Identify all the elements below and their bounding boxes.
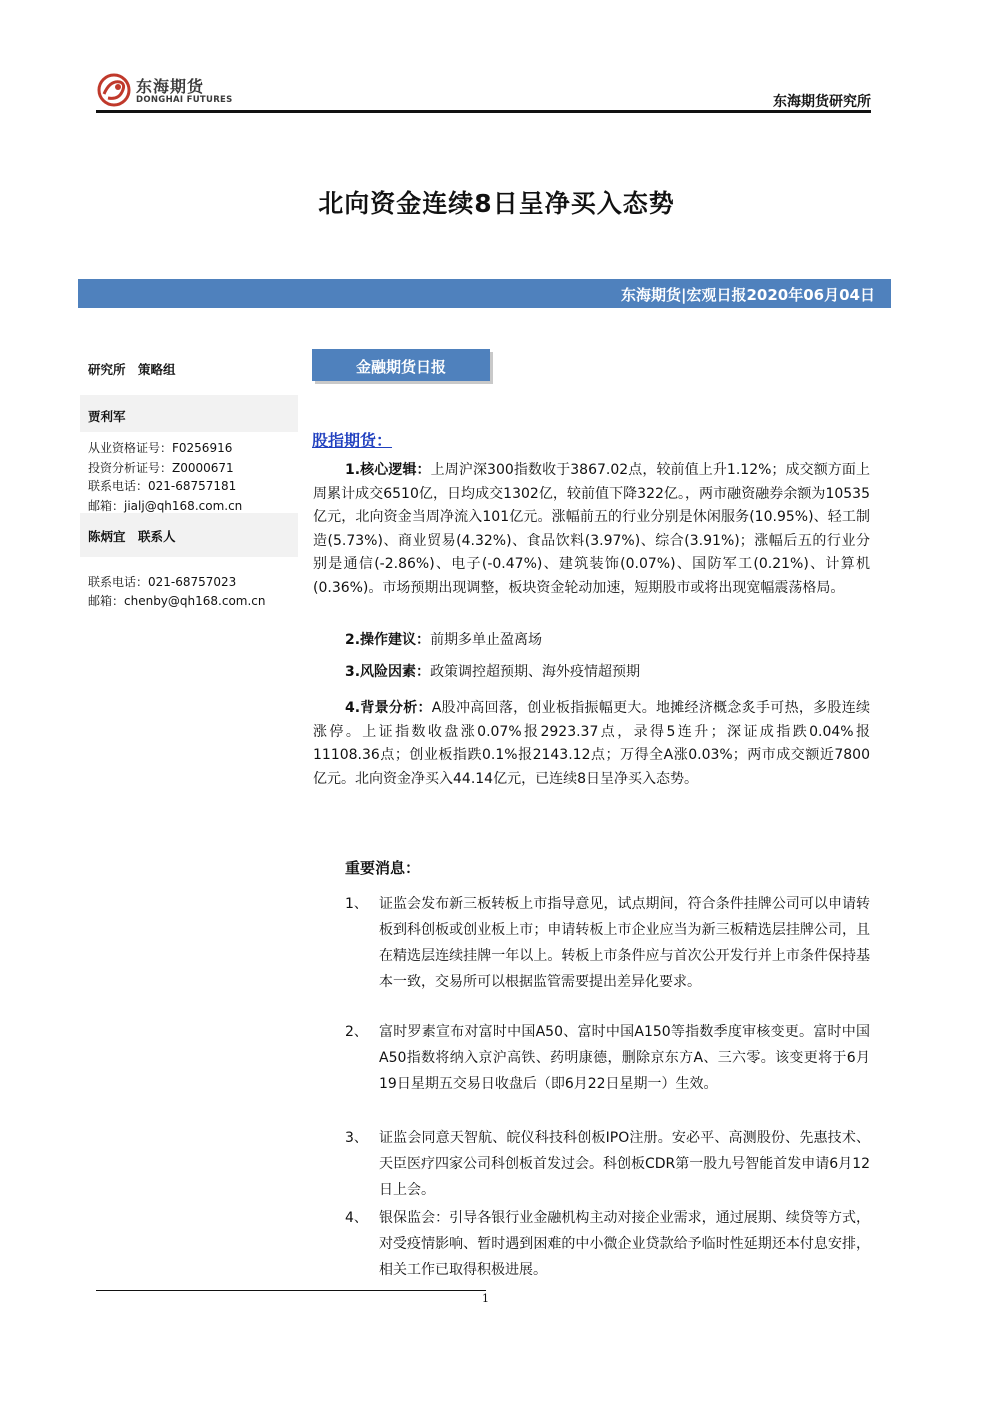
- logo-name-cn: 东海期货: [136, 77, 205, 96]
- news-item: [345, 891, 870, 995]
- page-number: 1: [482, 1292, 489, 1305]
- team-label: 研究所 策略组: [88, 362, 176, 377]
- banner-text: 东海期货|宏观日报2020年06月04日: [621, 286, 875, 304]
- analyst1-name: 贾利军: [88, 409, 126, 424]
- analyst2-phone: 联系电话：021-68757023: [88, 575, 237, 589]
- news-item: [345, 1019, 870, 1097]
- news-text: 银保监会：引导各银行业金融机构主动对接企业需求，通过展期、续贷等方式，对受疫情影响、暂时遇到困难的中小微企业贷款给予临时性延期还本付息安排，相关工作已取得积极进展。: [379, 1210, 870, 1278]
- analyst1-license: 从业资格证号：F0256916: [88, 441, 233, 455]
- report-type-box: [312, 349, 490, 381]
- logo-name-en: DONGHAI FUTURES: [136, 95, 233, 105]
- analyst1-phone: 联系电话：021-68757181: [88, 479, 237, 493]
- background-paragraph: [313, 697, 870, 791]
- document-title: 北向资金连续8日呈净买入态势: [318, 189, 675, 218]
- risk-text: 政策调控超预期、海外疫情超预期: [430, 664, 641, 680]
- news-number: 4、: [345, 1210, 368, 1226]
- news-text: 证监会同意天智航、皖仪科技科创板IPO注册。安必平、高测股份、先惠技术、天臣医疗四家公司科创板首发过会。科创板CDR第一股九号智能首发申请6月12日上会。: [379, 1130, 871, 1198]
- report-type-label: 金融期货日报: [355, 358, 446, 376]
- risk-paragraph: [313, 661, 870, 685]
- dragon-logo-icon: [96, 70, 136, 110]
- institute-name: 东海期货研究所: [773, 94, 871, 110]
- header-divider: [96, 110, 871, 113]
- background-label: 4.背景分析：: [345, 700, 432, 716]
- analyst2-email: 邮箱：chenby@qh168.com.cn: [88, 594, 266, 608]
- news-item: [345, 1125, 870, 1203]
- core-logic-paragraph: [313, 459, 870, 600]
- news-text: 证监会发布新三板转板上市指导意见，试点期间，符合条件挂牌公司可以申请转板到科创板或创业板上市；申请转板上市企业应当为新三板精选层挂牌公司，且在精选层连续挂牌一年以上。转板上市条件应与首次公开发行并上市条件保持基本一致，交易所可以根据监管需要提出差异化要求。: [379, 896, 870, 990]
- news-number: 1、: [345, 896, 368, 912]
- analyst1-email: 邮箱：jialj@qh168.com.cn: [88, 499, 243, 513]
- report-banner: [78, 279, 891, 308]
- news-number: 2、: [345, 1024, 368, 1040]
- risk-label: 3.风险因素：: [345, 664, 431, 680]
- news-heading: 重要消息：: [345, 859, 421, 877]
- core-logic-label: 1.核心逻辑：: [345, 462, 431, 478]
- footer-divider: [96, 1290, 486, 1291]
- news-number: 3、: [345, 1130, 368, 1146]
- news-text: 富时罗素宣布对富时中国A50、富时中国A150等指数季度审核变更。富时中国A50指数将纳入京沪高铁、药明康德，删除京东方A、三六零。该变更将于6月19日星期五交易日收盘后（即6月22日星期一）生效。: [379, 1024, 870, 1092]
- background-text: A股冲高回落，创业板指振幅更大。地摊经济概念炙手可热，多股连续涨停。上证指数收盘涨0.07%报2923.37点，录得5连升；深证成指跌0.04%报11108.36点；创业板指跌0.1%报2143.12点；万得全A涨0.03%；两市成交额近7800亿元。北向资金净买入44.14亿元，已连续8日呈净买入态势。: [313, 700, 871, 787]
- news-item: [345, 1205, 870, 1283]
- advice-paragraph: [313, 629, 870, 653]
- core-logic-text: 上周沪深300指数收于3867.02点，较前值上升1.12%；成交额方面上周累计成交6510亿，日均成交1302亿，较前值下降322亿。，两市融资融券余额为10535亿元，北向资金当周净流入101亿元。涨幅前五的行业分别是休闲服务(10.95%)、轻工制造(5.73%)、商业贸易(4.32%)、食品饮料(3.97%)、综合(3.91%)；涨幅后五的行业分别是通信(-2.86%)、电子(-0.47%)、建筑装饰(0.07%)、国防军工(0.21%)、计算机(0.36%)。市场预期出现调整，板块资金轮动加速，短期股市或将出现宽幅震荡格局。: [313, 462, 871, 596]
- advice-label: 2.操作建议：: [345, 632, 431, 648]
- company-logo: [96, 70, 236, 110]
- section-heading: 股指期货：: [312, 431, 393, 450]
- advice-text: 前期多单止盈离场: [430, 632, 543, 648]
- analyst1-invest-license: 投资分析证号：Z0000671: [88, 461, 234, 475]
- analyst2-name: 陈炳宜 联系人: [88, 529, 176, 544]
